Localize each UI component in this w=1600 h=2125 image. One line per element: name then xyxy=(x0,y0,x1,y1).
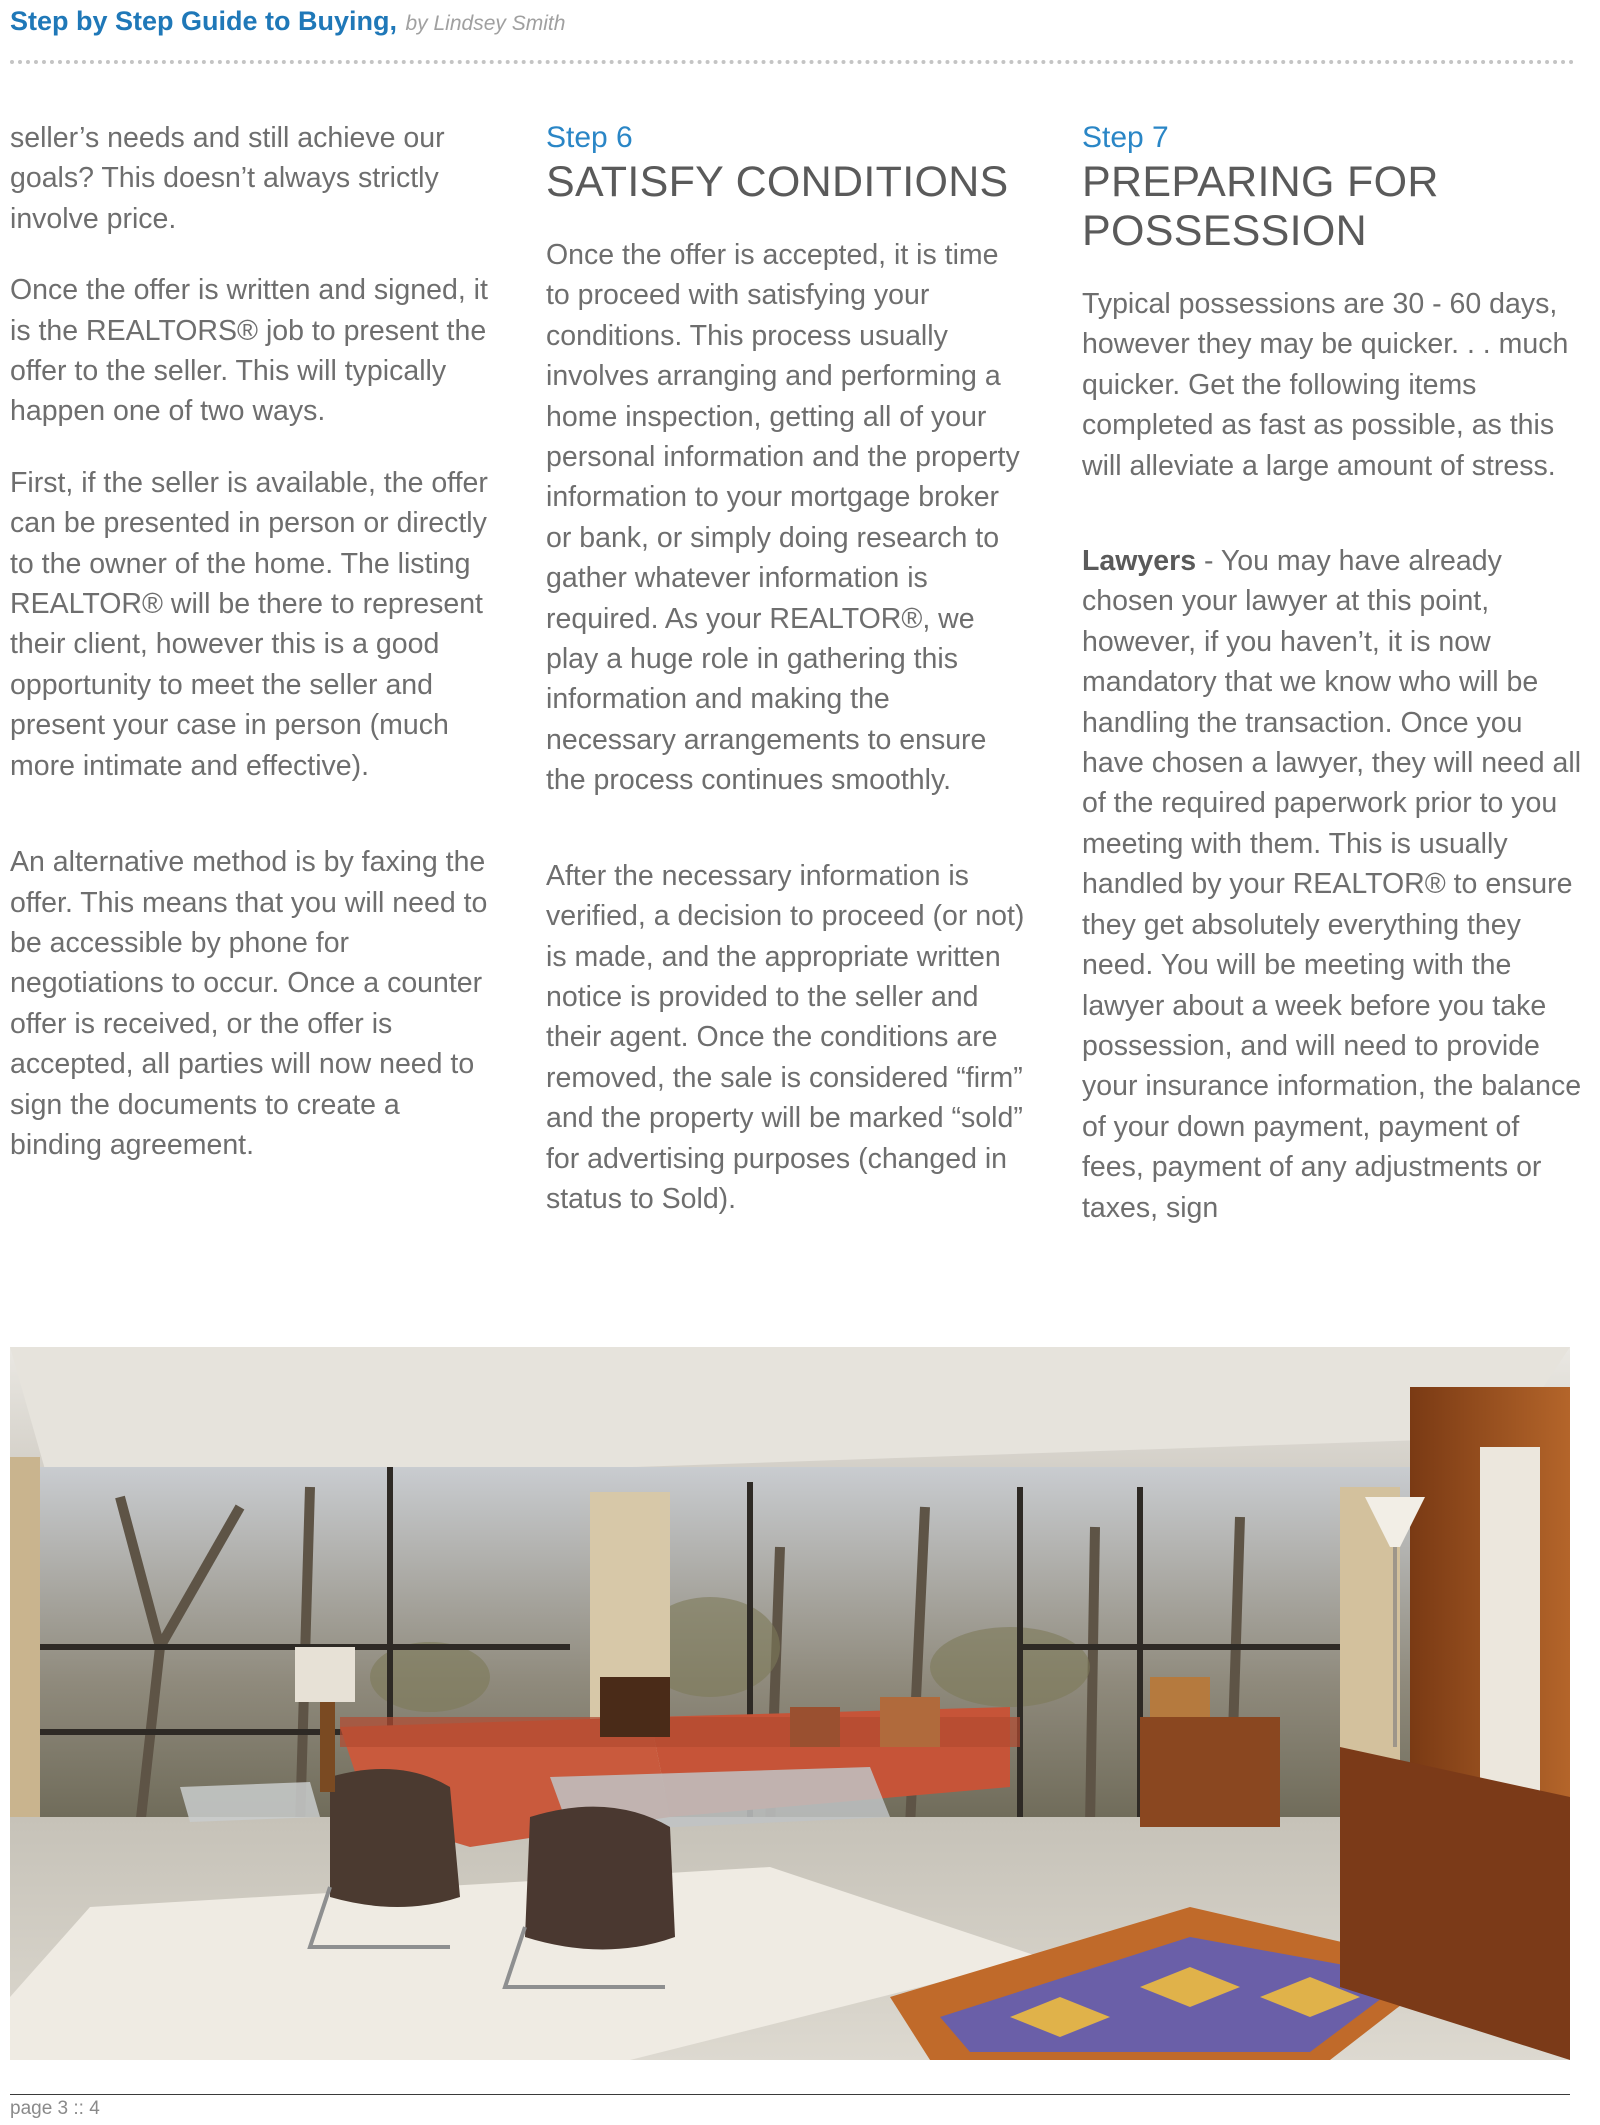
footer-divider xyxy=(10,2094,1570,2095)
paragraph-text: - You may have already chosen your lawyer at this point, however, if you haven’t, it is now mandatory that we know who will be handling the transaction. Once you have chosen a lawyer, they will need all of the required paperwork prior to you meeting with them. This is usually handled by your REALTOR® to ensure they get absolutely everything they need. You will be meeting with the lawyer about a week before you take possession, and will need to provide your insurance information, the balance of your down payment, payment of fees, payment of any adjustments or taxes, sign xyxy=(1082,545,1582,1224)
paragraph: seller’s needs and still achieve our goals? This doesn’t always strictly involve price. xyxy=(10,122,445,235)
paragraph: Once the offer is accepted, it is time to proceed with satisfying your conditions. This process usually involves arranging and performing a home inspection, getting all of your personal information and the property information to your mortgage broker or bank, or simply doing research to gather whatever information is required. As your REALTOR®, we play a huge role in gathering this information and making the necessary arrangements to ensure the process continues smoothly. xyxy=(546,239,1020,797)
column-3 xyxy=(1082,118,1582,1228)
step-title: PREPARING FOR POSSESSION xyxy=(1082,158,1439,255)
header-divider xyxy=(10,60,1575,64)
paragraph xyxy=(1082,541,1582,1228)
paragraph: An alternative method is by faxing the offer. This means that you will need to be accessible by phone for negotiations to occur. Once a counter offer is received, or the offer is accepted, all parties will now need to sign the documents to create a binding agreement. xyxy=(10,846,488,1161)
step-label: Step 7 xyxy=(1082,121,1169,154)
lead-term: Lawyers xyxy=(1082,545,1197,578)
paragraph: Typical possessions are 30 - 60 days, however they may be quicker. . . much quicker. Get the following items completed as fast as possible, as this will alleviate a large amount of stress. xyxy=(1082,288,1569,482)
paragraph: Once the offer is written and signed, it is the REALTORS® job to present the offer to the seller. This will typically happen one of two ways. xyxy=(10,274,488,428)
page-header xyxy=(10,6,1590,62)
guide-title: Step by Step Guide to Buying, xyxy=(10,6,398,36)
column-1 xyxy=(10,118,490,1165)
step-title: SATISFY CONDITIONS xyxy=(546,158,1009,206)
step-label: Step 6 xyxy=(546,121,633,154)
column-2 xyxy=(546,118,1026,1219)
author-byline: by Lindsey Smith xyxy=(405,12,566,35)
paragraph: First, if the seller is available, the offer can be presented in person or directly to the owner of the home. The listing REALTOR® will be there to represent their client, however this is a good opportunity to meet the seller and present your case in person (much more intimate and effective). xyxy=(10,466,488,782)
paragraph: After the necessary information is verified, a decision to proceed (or not) is made, and the appropriate written notice is provided to the seller and their agent. Once the conditions are removed, the sale is considered “firm” and the property will be marked “sold” for advertising purposes (changed in status to Sold). xyxy=(546,859,1025,1215)
page-number: page 3 :: 4 xyxy=(10,2098,100,2119)
living-room-photo xyxy=(10,1347,1570,2060)
